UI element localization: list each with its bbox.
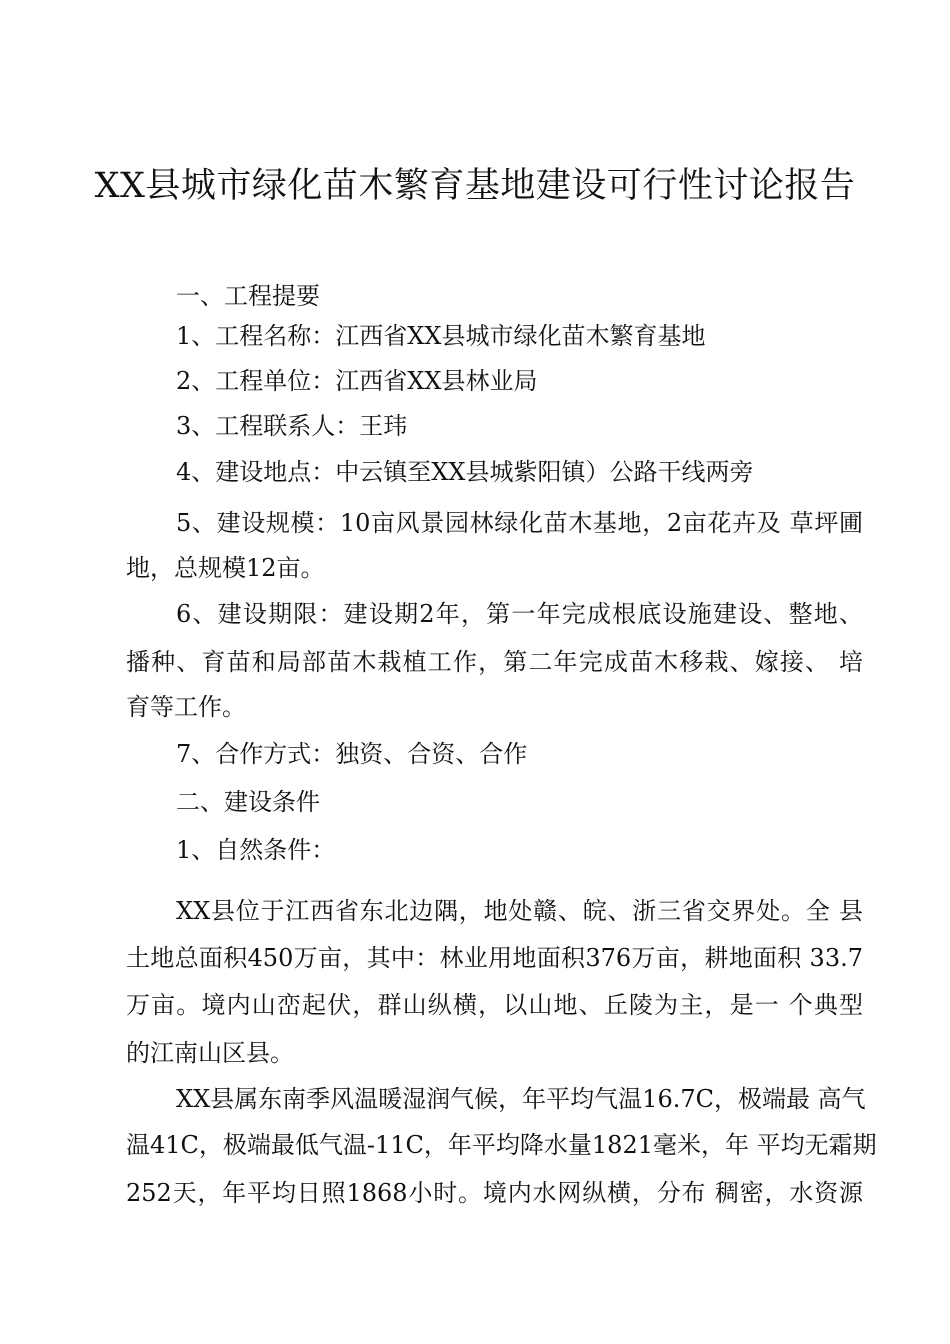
subsection-heading-natural-conditions: 1、自然条件： <box>176 836 336 864</box>
paragraph-line: 5、建设规模：10亩风景园林绿化苗木基地，2亩花卉及 草坪圃 <box>176 509 863 537</box>
section-heading-project-summary: 一、工程提要 <box>176 282 320 310</box>
paragraph-line: 地，总规模12亩。 <box>126 554 325 582</box>
paragraph-line: 播种、育苗和局部苗木栽植工作，第二年完成苗木移栽、嫁接、 培 <box>126 648 863 676</box>
paragraph-line: 3、工程联系人：王玮 <box>176 412 408 440</box>
paragraph-line: 7、合作方式：独资、合资、合作 <box>176 740 528 768</box>
paragraph-line: 1、工程名称：江西省XX县城市绿化苗木繁育基地 <box>176 322 706 350</box>
paragraph-line: 育等工作。 <box>126 693 246 721</box>
paragraph-line: 的江南山区县。 <box>126 1039 294 1067</box>
paragraph-line: 土地总面积450万亩，其中：林业用地面积376万亩，耕地面积 33.7 <box>126 944 863 972</box>
paragraph-line: 温41C，极端最低气温-11C，年平均降水量1821毫米，年 平均无霜期 <box>126 1131 877 1159</box>
paragraph-line: XX县属东南季风温暖湿润气候，年平均气温16.7C，极端最 高气 <box>176 1085 866 1113</box>
document-title: XX县城市绿化苗木繁育基地建设可行性讨论报告 <box>94 166 856 206</box>
section-heading-construction-conditions: 二、建设条件 <box>176 788 320 816</box>
paragraph-line: 4、建设地点：中云镇至XX县城紫阳镇）公路干线两旁 <box>176 458 754 486</box>
paragraph-line: 万亩。境内山峦起伏，群山纵横，以山地、丘陵为主，是一 个典型 <box>126 991 863 1019</box>
paragraph-line: 252天，年平均日照1868小时。境内水网纵横，分布 稠密，水资源 <box>126 1179 863 1207</box>
paragraph-line: 6、建设期限：建设期2年，第一年完成根底设施建设、整地、 <box>176 600 863 628</box>
paragraph-line: 2、工程单位：江西省XX县林业局 <box>176 367 538 395</box>
paragraph-line: XX县位于江西省东北边隅，地处赣、皖、浙三省交界处。全 县 <box>176 897 863 925</box>
